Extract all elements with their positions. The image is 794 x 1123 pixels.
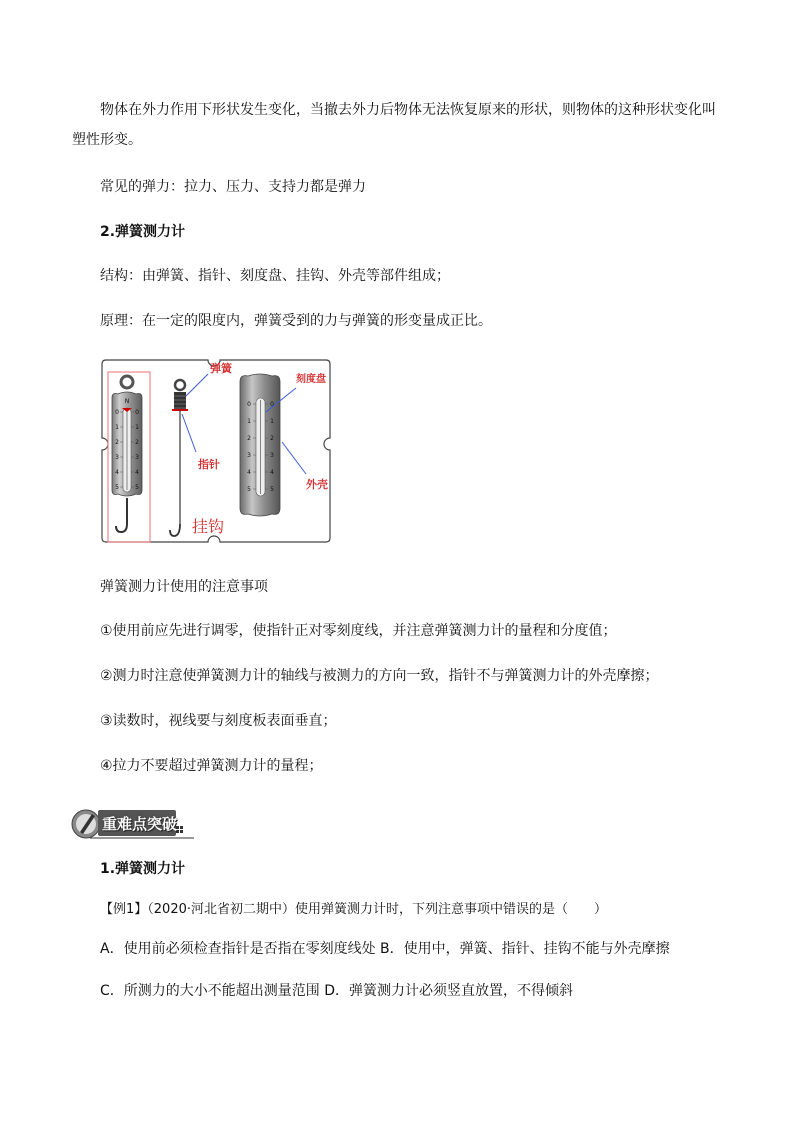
notes-title: 弹簧测力计使用的注意事项 bbox=[100, 579, 268, 595]
left-tick-label-right-5: 5 bbox=[135, 484, 139, 491]
right-tick-label-left-4: 4 bbox=[247, 469, 251, 476]
banner-label: 重难点突破 bbox=[102, 815, 178, 833]
right-tick-label-left-1: 1 bbox=[247, 418, 251, 425]
spring-coil bbox=[174, 392, 186, 410]
paragraph-plastic-line2: 塑性形变。 bbox=[72, 132, 142, 148]
example-question: 【例1】（2020·河北省初二期中）使用弹簧测力计时，下列注意事项中错误的是（ ） bbox=[100, 902, 607, 917]
right-tick-label-right-4: 4 bbox=[270, 469, 274, 476]
north-label: N bbox=[124, 398, 130, 405]
spring-scale-figure bbox=[100, 352, 340, 548]
right-tick-label-left-0: 0 bbox=[247, 401, 251, 408]
note-item-1: ①使用前应先进行调零，使指针正对零刻度线，并注意弹簧测力计的量程和分度值； bbox=[100, 623, 617, 639]
right-tick-label-right-1: 1 bbox=[270, 418, 274, 425]
left-tick-label-left-4: 4 bbox=[115, 469, 119, 476]
right-tick-label-left-5: 5 bbox=[247, 486, 251, 493]
left-tick-label-right-2: 2 bbox=[135, 439, 139, 446]
right-tick-label-left-2: 2 bbox=[247, 435, 251, 442]
note-item-2: ②测力时注意使弹簧测力计的轴线与被测力的方向一致，指针不与弹簧测力计的外壳摩擦； bbox=[100, 668, 659, 684]
right-tick-label-left-3: 3 bbox=[247, 452, 251, 459]
example-options-line1: A．使用前必须检查指针是否指在零刻度线处 B．使用中，弹簧、指针、挂钩不能与外壳摩擦 bbox=[100, 941, 670, 957]
right-tick-label-right-2: 2 bbox=[270, 435, 274, 442]
left-tick-label-left-2: 2 bbox=[115, 439, 119, 446]
left-tick-label-right-4: 4 bbox=[135, 469, 139, 476]
paragraph-structure: 结构：由弹簧、指针、刻度盘、挂钩、外壳等部件组成； bbox=[100, 268, 450, 284]
right-tick-label-right-0: 0 bbox=[270, 401, 274, 408]
label-hook: 挂钩 bbox=[192, 517, 225, 536]
left-tick-label-right-1: 1 bbox=[135, 424, 139, 431]
left-tick-label-right-3: 3 bbox=[135, 454, 139, 461]
left-tick-label-left-1: 1 bbox=[115, 424, 119, 431]
paragraph-plastic-line1: 物体在外力作用下形状发生变化，当撤去外力后物体无法恢复原来的形状，则物体的这种形状变化叫 bbox=[100, 102, 716, 118]
label-spring: 弹簧 bbox=[210, 362, 232, 375]
left-tick-label-left-5: 5 bbox=[115, 484, 119, 491]
label-pointer: 指针 bbox=[198, 458, 220, 471]
label-dial: 刻度盘 bbox=[296, 374, 326, 385]
example-options-line2: C．所测力的大小不能超出测量范围 D．弹簧测力计必须竖直放置，不得倾斜 bbox=[100, 983, 574, 999]
label-shell: 外壳 bbox=[306, 478, 328, 491]
paragraph-principle: 原理：在一定的限度内，弹簧受到的力与弹簧的形变量成正比。 bbox=[100, 313, 492, 329]
right-tick-label-right-5: 5 bbox=[270, 486, 274, 493]
note-item-4: ④拉力不要超过弹簧测力计的量程； bbox=[100, 758, 323, 774]
paragraph-common-elastic: 常见的弹力：拉力、压力、支持力都是弹力 bbox=[100, 179, 366, 195]
right-tick-label-right-3: 3 bbox=[270, 452, 274, 459]
example-heading: 1.弹簧测力计 bbox=[100, 861, 186, 877]
left-tick-label-left-0: 0 bbox=[115, 409, 119, 416]
section-heading-spring-scale: 2.弹簧测力计 bbox=[100, 224, 186, 240]
left-tick-label-right-0: 0 bbox=[135, 409, 139, 416]
left-tick-label-left-3: 3 bbox=[115, 454, 119, 461]
note-item-3: ③读数时，视线要与刻度板表面垂直； bbox=[100, 713, 337, 729]
